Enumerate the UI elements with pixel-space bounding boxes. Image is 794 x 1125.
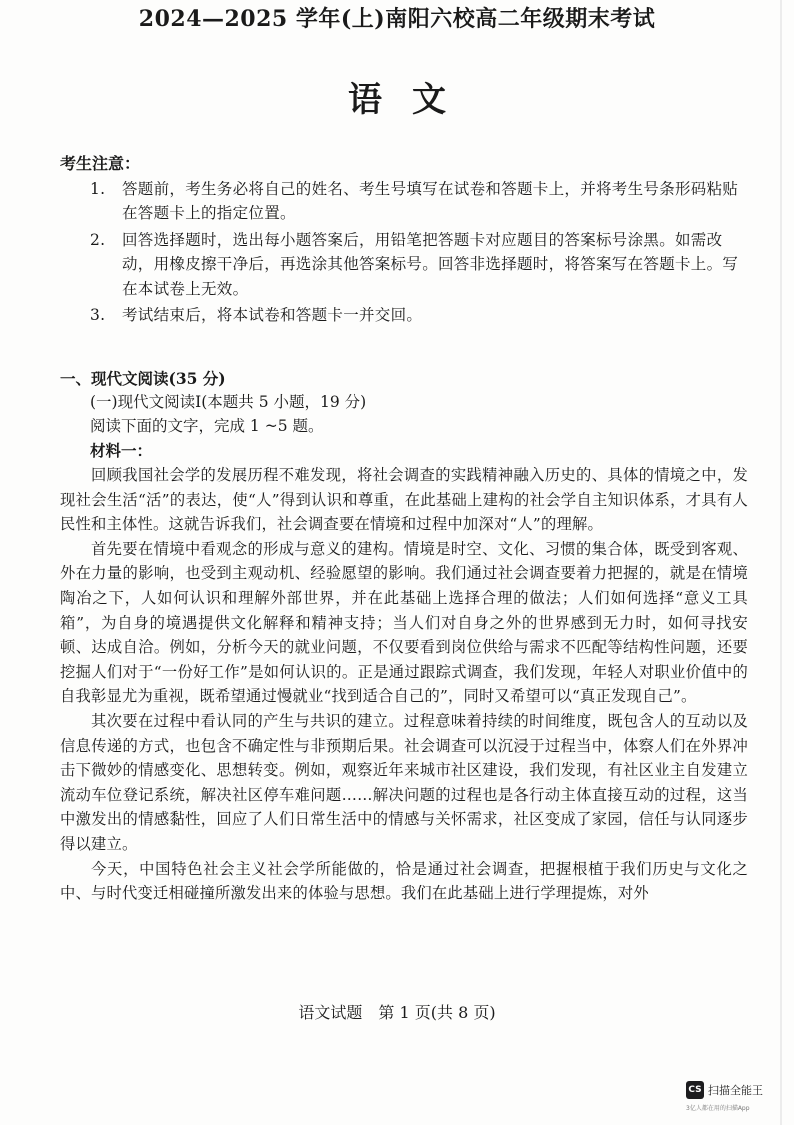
passage-paragraph: 首先要在情境中看观念的形成与意义的建构。情境是时空、文化、习惯的集合体，既受到客观、外在力量的影响，也受到主观动机、经验愿望的影响。我们通过社会调查要着力把握的，就是在情境陶冶之下，人如何认识和理解外部世界，并在此基础上选择合理的做法；人们如何选择“意义工具箱”，为自身的境遇提供文化解释和精神支持；当人们对自身之外的世界感到无力时，如何寻找安顿、达成自洽。例如，分析今天的就业问题，不仅要看到岗位供给与需求不匹配等结构性问题，还要挖掘人们对于“一份好工作”是如何认识的。正是通过跟踪式调查，我们发现，年轻人对职业价值中的自我彰显尤为重视，既希望通过慢就业“找到适合自己的”，同时又希望可以“真正发现自己”。 [60, 539, 748, 706]
camscanner-logo-icon: CS [686, 1081, 704, 1099]
scanner-app-name: 扫描全能王 [708, 1084, 763, 1097]
subject-title: 语文 [348, 80, 476, 120]
passage-paragraph: 其次要在过程中看认同的产生与共识的建立。过程意味着持续的时间维度，既包含人的互动以及信息传递的方式，也包含不确定性与非预期后果。社会调查可以沉浸于过程当中，体察人们在外界冲击下微妙的情感变化、思想转变。例如，观察近年来城市社区建设，我们发现，有社区业主自发建立流动车位登记系统，解决社区停车难问题……解决问题的过程也是各行动主体直接互动的过程，这当中激发出的情感黏性，回应了人们日常生活中的情感与关怀需求，社区变成了家园，信任与认同逐步得以建立。 [60, 711, 748, 853]
notice-item-number: 3. [90, 306, 106, 324]
candidate-notice [60, 152, 750, 330]
material-label: 材料一： [90, 441, 153, 460]
notice-item-text: 回答选择题时，选出每小题答案后，用铅笔把答题卡对应题目的答案标号涂黑。如需改动，用橡皮擦干净后，再选涂其他答案标号。回答非选择题时，将答案写在答题卡上。写在本试卷上无效。 [122, 230, 739, 298]
passage-paragraph: 今天，中国特色社会主义社会学所能做的，恰是通过社会调查，把握根植于我们历史与文化之中、与时代变迁相碰撞所激发出来的体验与思想。我们在此基础上进行学理提炼，对外 [60, 859, 748, 903]
scanner-tagline: 3亿人都在用的扫描App [686, 1105, 750, 1112]
scan-edge-divider [780, 0, 782, 1125]
notice-item [60, 228, 750, 302]
exam-title: 2024—2025 学年(上)南阳六校高二年级期末考试 [138, 6, 656, 32]
section-heading: 一、现代文阅读(35 分) [60, 369, 226, 388]
notice-heading: 考生注意： [60, 154, 141, 173]
notice-item [60, 303, 750, 328]
passage-paragraph: 回顾我国社会学的发展历程不难发现，将社会调查的实践精神融入历史的、具体的情境之中，发现社会生活“活”的表达，使“人”得到认识和尊重，在此基础上建构的社会学自主知识体系，才具有人民性和主体性。这就告诉我们，社会调查要在情境和过程中加深对“人”的理解。 [60, 466, 748, 534]
reading-passage [60, 463, 748, 906]
page-footer: 语文试题 第 1 页(共 8 页) [298, 1003, 496, 1022]
notice-item-text: 考试结束后，将本试卷和答题卡一并交回。 [122, 306, 423, 324]
subsection-heading: (一)现代文阅读Ⅰ(本题共 5 小题，19 分) [90, 393, 367, 411]
notice-item-number: 1. [90, 179, 106, 198]
notice-item-text: 答题前，考生务必将自己的姓名、考生号填写在试卷和答题卡上，并将考生号条形码粘贴在答题卡上的指定位置。 [122, 179, 739, 222]
reading-instruction: 阅读下面的文字，完成 1 ~5 题。 [90, 417, 324, 435]
scanner-watermark [686, 1081, 786, 1117]
notice-item [60, 177, 750, 226]
notice-item-number: 2. [90, 230, 106, 249]
